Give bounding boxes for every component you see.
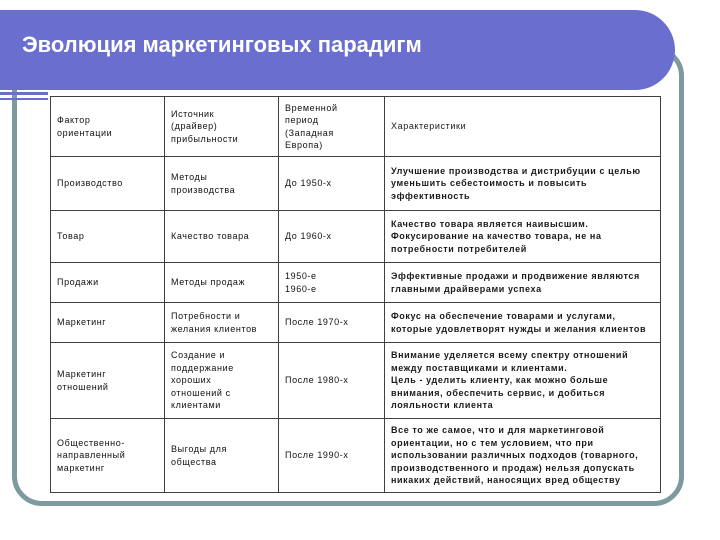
table-cell: Продажи bbox=[51, 263, 165, 303]
table-cell: 1950-е 1960-е bbox=[279, 263, 385, 303]
slide-title: Эволюция маркетинговых парадигм bbox=[22, 32, 422, 57]
table-cell: Потребности и желания клиентов bbox=[165, 303, 279, 343]
table-cell: Эффективные продажи и продвижение являются главными драйверами успеха bbox=[385, 263, 661, 303]
table-cell: Методы продаж bbox=[165, 263, 279, 303]
header-cell: Фактор ориентации bbox=[51, 97, 165, 157]
table-cell: Качество товара bbox=[165, 211, 279, 263]
table-cell: Методы производства bbox=[165, 157, 279, 211]
table-cell: До 1960-х bbox=[279, 211, 385, 263]
table-cell: Производство bbox=[51, 157, 165, 211]
decor-line bbox=[0, 92, 48, 95]
table-cell: Товар bbox=[51, 211, 165, 263]
table-cell: Качество товара является наивысшим. Фокусирование на качество товара, не на потребности потребителей bbox=[385, 211, 661, 263]
table-cell: Улучшение производства и дистрибуции с целью уменьшить себестоимость и повысить эффективность bbox=[385, 157, 661, 211]
table-cell: После 1980-х bbox=[279, 343, 385, 419]
table-header-row bbox=[51, 97, 661, 157]
table-cell: Внимание уделяется всему спектру отношений между поставщиками и клиентами. Цель - уделить клиенту, как можно больше внимания, обеспечить сервис, и добиться лояльности клиента bbox=[385, 343, 661, 419]
table-cell: После 1990-х bbox=[279, 419, 385, 493]
table-cell: Общественно- направленный маркетинг bbox=[51, 419, 165, 493]
table-cell: До 1950-х bbox=[279, 157, 385, 211]
table-cell: Все то же самое, что и для маркетинговой ориентации, но с тем условием, что при использовании различных подходов (товарного, производственного и продаж) нельзя допускать никаких действий, наносящих вред обществу bbox=[385, 419, 661, 493]
table-cell: После 1970-х bbox=[279, 303, 385, 343]
table-cell: Фокус на обеспечение товарами и услугами, которые удовлетворят нужды и желания клиентов bbox=[385, 303, 661, 343]
header-cell: Временной период (Западная Европа) bbox=[279, 97, 385, 157]
table-row bbox=[51, 263, 661, 303]
table-row bbox=[51, 303, 661, 343]
header-cell: Характеристики bbox=[385, 97, 661, 157]
table-cell: Создание и поддержание хороших отношений с клиентами bbox=[165, 343, 279, 419]
header-cell: Источник (драйвер) прибыльности bbox=[165, 97, 279, 157]
decor-line bbox=[0, 98, 48, 100]
table-cell: Маркетинг bbox=[51, 303, 165, 343]
table-row bbox=[51, 343, 661, 419]
table-cell: Маркетинг отношений bbox=[51, 343, 165, 419]
table-row bbox=[51, 211, 661, 263]
paradigm-table bbox=[50, 96, 661, 493]
table-row bbox=[51, 157, 661, 211]
table-row bbox=[51, 419, 661, 493]
table-cell: Выгоды для общества bbox=[165, 419, 279, 493]
title-banner bbox=[0, 10, 675, 90]
